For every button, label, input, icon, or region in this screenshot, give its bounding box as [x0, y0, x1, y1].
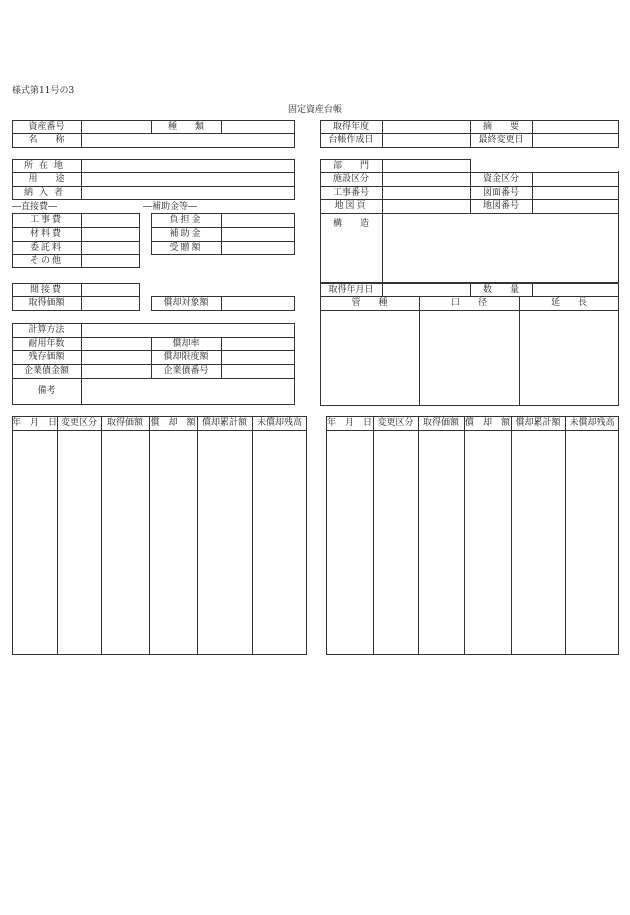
col-undepreciated: 未償却残高 — [569, 418, 615, 428]
acq-date-label: 取得年月日 — [328, 285, 374, 295]
use-label: 用 途 — [28, 174, 65, 184]
depr-limit-label: 償却限度額 — [163, 352, 209, 362]
col-accum-depr: 償却累計額 — [515, 418, 561, 428]
diameter-label: 口 径 — [450, 298, 487, 308]
donation-label: 受贈額 — [169, 243, 203, 253]
bond-amount-label: 企業債金額 — [23, 366, 69, 376]
col-acq-value: 取得価額 — [106, 418, 143, 428]
residual-label: 残存価額 — [28, 352, 65, 362]
col-depreciation: 償 却 額 — [464, 418, 510, 428]
other-label: その他 — [29, 256, 63, 266]
burden-label: 負担金 — [169, 215, 203, 225]
calc-method-label: 計算方法 — [28, 325, 65, 335]
length-label: 延 長 — [550, 298, 587, 308]
useful-life-label: 耐用年数 — [28, 339, 65, 349]
structure-label: 構 造 — [332, 219, 369, 229]
kind-label: 種 類 — [167, 122, 204, 132]
page-title: 固定資産台帳 — [287, 105, 342, 115]
subsidy-heading: ―補助金等― — [143, 202, 198, 212]
history-table-right — [326, 416, 619, 655]
remarks-label: 備考 — [37, 386, 56, 396]
quantity-label: 数 量 — [482, 285, 519, 295]
ledger-date-label: 台帳作成日 — [328, 135, 374, 145]
consign-fee-label: 委託料 — [29, 243, 63, 253]
material-cost-label: 材料費 — [29, 229, 63, 239]
col-acq-value: 取得価額 — [422, 418, 459, 428]
last-change-label: 最終変更日 — [478, 135, 524, 145]
summary-label: 摘 要 — [482, 122, 519, 132]
asset-no-label: 資産番号 — [28, 122, 65, 132]
bond-no-label: 企業債番号 — [163, 366, 209, 376]
location-label: 所在地 — [23, 161, 69, 171]
work-no-label: 工事番号 — [332, 188, 369, 198]
acq-year-label: 取得年度 — [332, 122, 369, 132]
construction-cost-label: 工事費 — [29, 215, 63, 225]
dept-label: 部 門 — [332, 161, 369, 171]
map-no-label: 地図番号 — [482, 201, 519, 211]
indirect-cost-label: 間接費 — [29, 285, 63, 295]
col-date: 年 月 日 — [326, 418, 372, 428]
col-change-type: 変更区分 — [377, 418, 414, 428]
payer-label: 納入者 — [23, 188, 69, 198]
col-depreciation: 償 却 額 — [150, 418, 196, 428]
col-date: 年 月 日 — [12, 418, 57, 428]
col-accum-depr: 償却累計額 — [201, 418, 247, 428]
name-label: 名 称 — [28, 135, 65, 145]
facility-label: 施設区分 — [332, 174, 369, 184]
map-page-label: 地図頁 — [334, 201, 368, 211]
depr-target-label: 償却対象額 — [163, 298, 209, 308]
pipe-kind-label: 管 種 — [351, 298, 388, 308]
drawing-no-label: 図面番号 — [482, 188, 519, 198]
depr-rate-label: 償却率 — [172, 339, 200, 349]
form-number: 様式第11号の3 — [12, 86, 75, 96]
direct-cost-heading: ―直接費― — [12, 202, 58, 212]
fund-label: 資金区分 — [482, 174, 519, 184]
col-undepreciated: 未償却残高 — [256, 418, 302, 428]
acq-value-label: 取得価額 — [28, 298, 65, 308]
subsidy-label: 補助金 — [169, 229, 203, 239]
col-change-type: 変更区分 — [60, 418, 97, 428]
